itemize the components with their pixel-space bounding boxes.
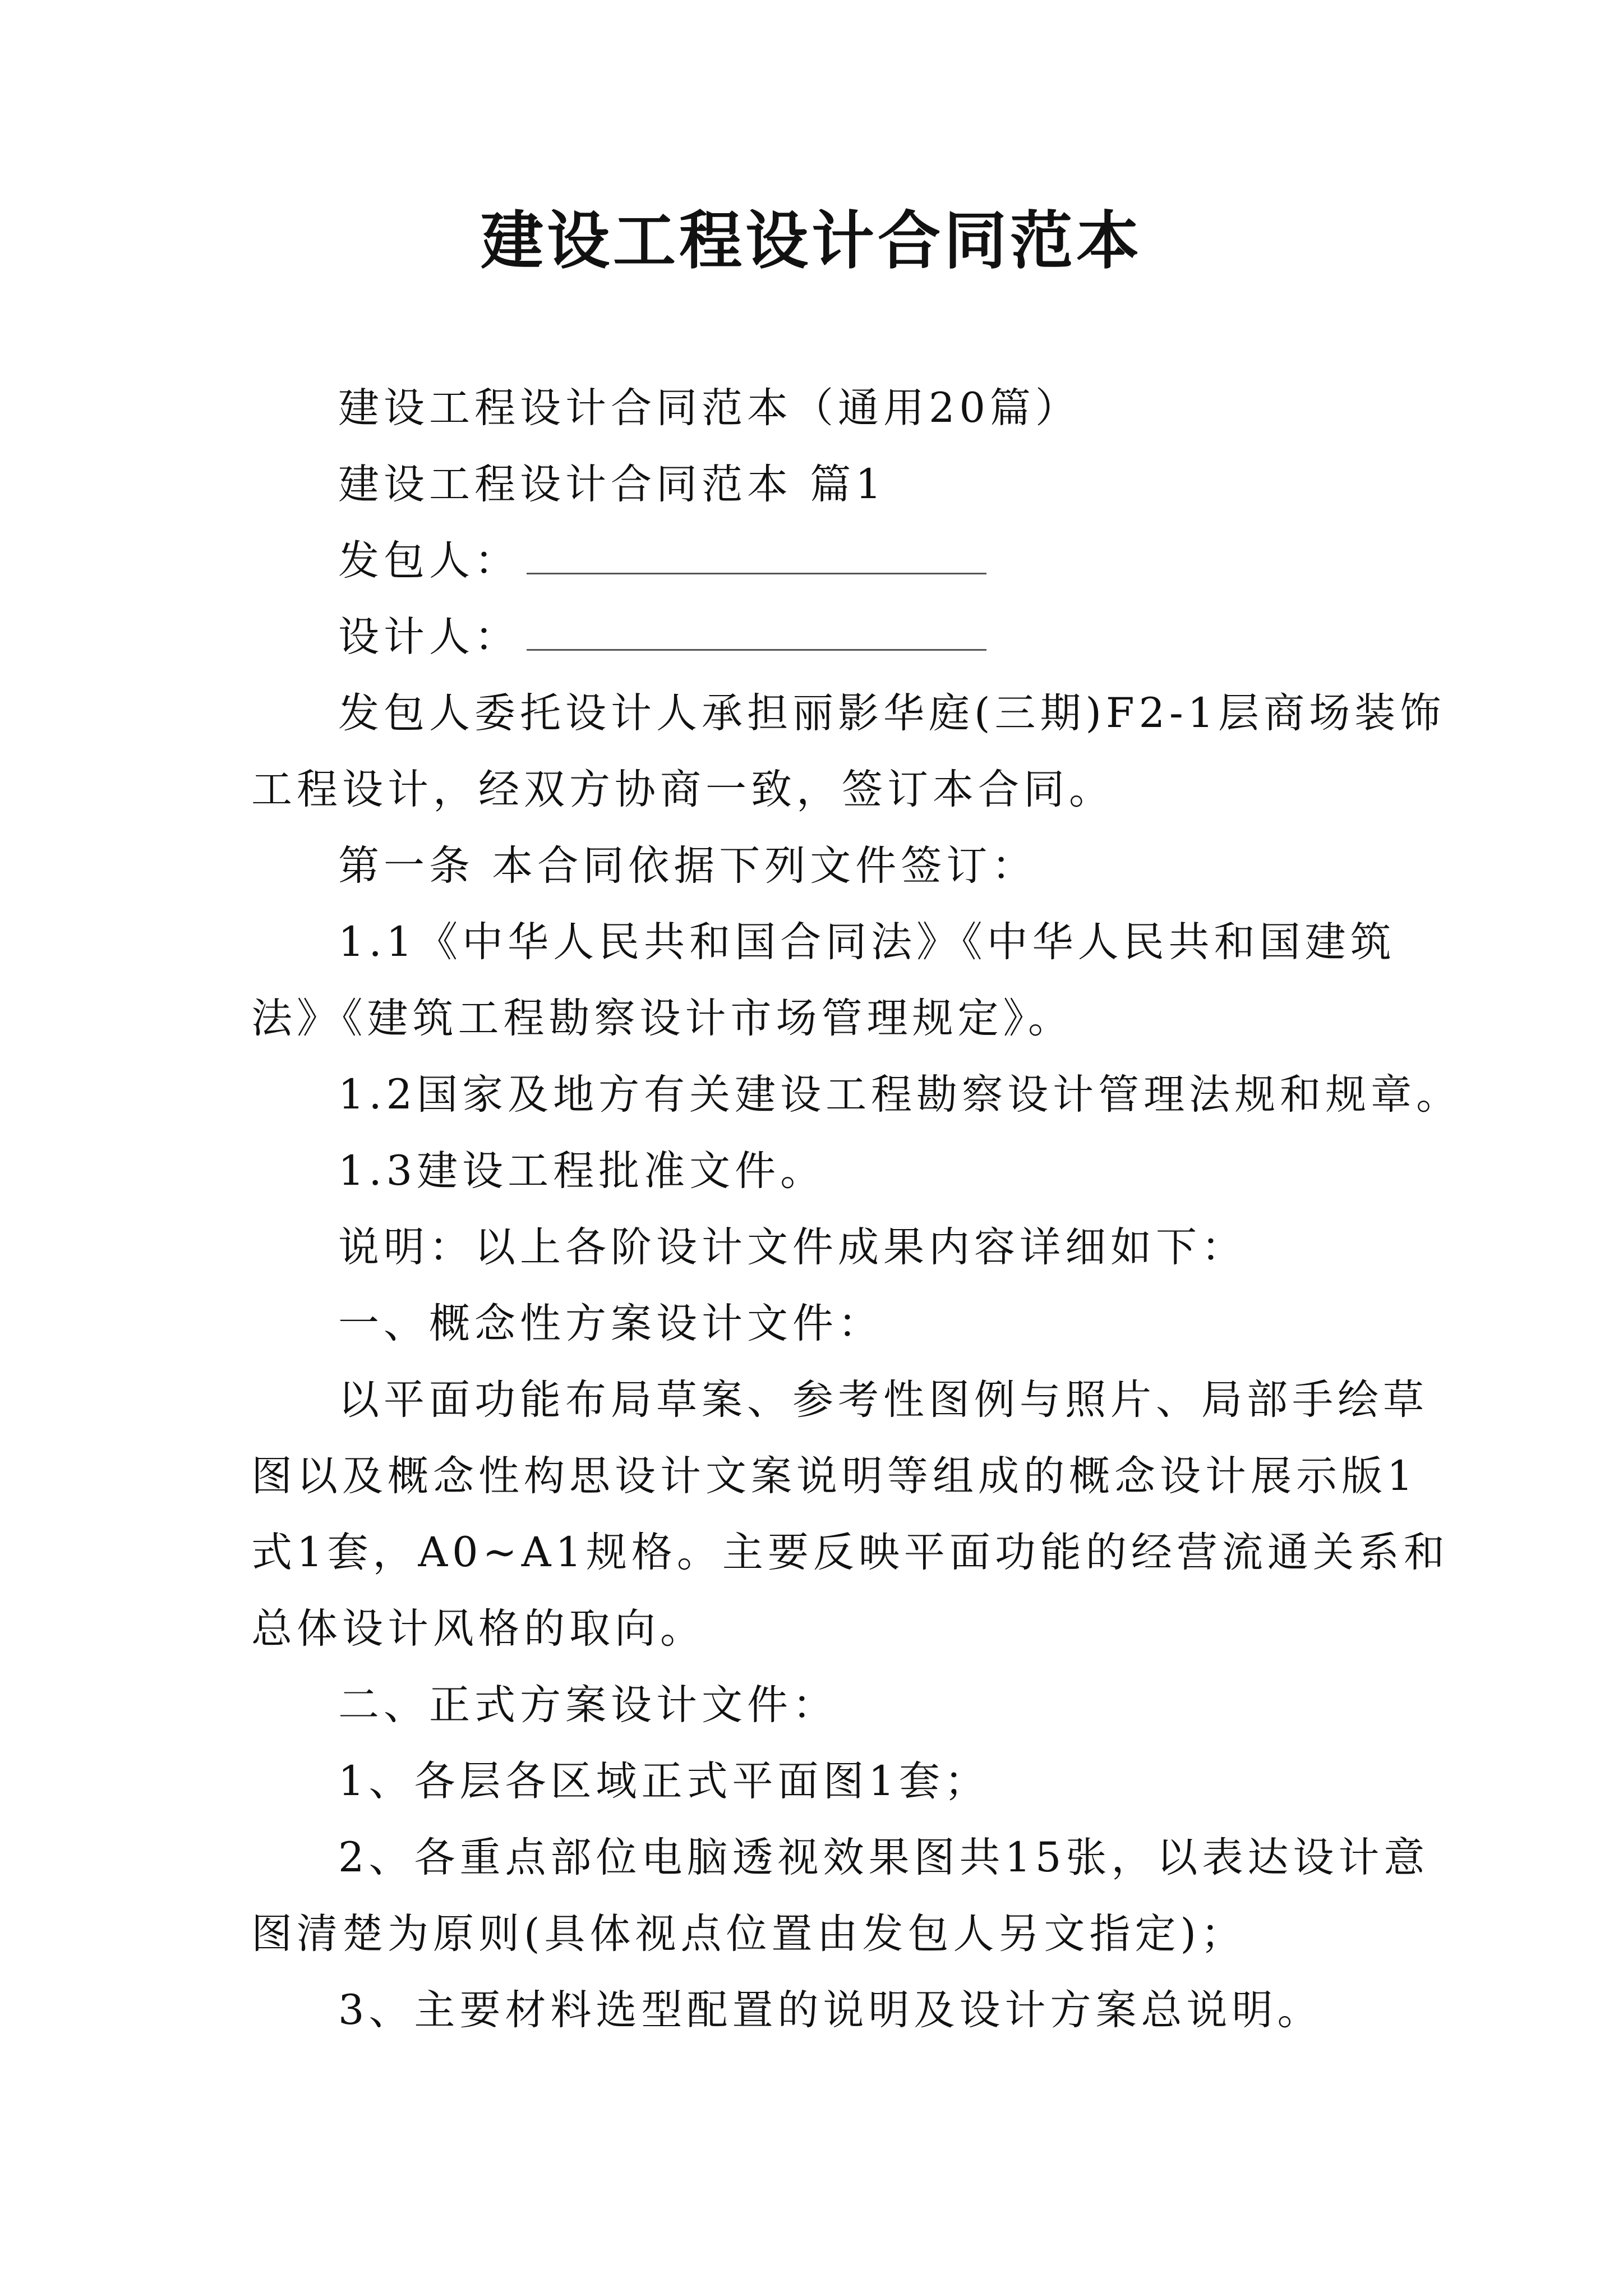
paragraph-line: 法》《建筑工程勘察设计市场管理规定》。 <box>251 995 1073 1042</box>
paragraph-line: 1.3建设工程批准文件。 <box>338 1147 826 1195</box>
paragraph-line: 发包人委托设计人承担丽影华庭(三期)F2-1层商场装饰 <box>338 689 1446 737</box>
list-item: 3、主要材料选型配置的说明及设计方案总说明。 <box>338 1986 1323 2034</box>
paragraph-line: 工程设计，经双方协商一致，签订本合同。 <box>251 766 1114 813</box>
doc-subtitle: 建设工程设计合同范本（通用20篇） <box>338 384 1081 432</box>
employer-blank-line <box>527 537 986 574</box>
list-item: 1、各层各区域正式平面图1套； <box>338 1757 990 1805</box>
article-heading: 第一条 本合同依据下列文件签订： <box>338 842 1038 890</box>
employer-field <box>251 523 1384 599</box>
paragraph-line: 说明：以上各阶设计文件成果内容详细如下： <box>338 1223 1247 1271</box>
employer-label: 发包人： <box>338 537 520 585</box>
designer-field <box>251 599 1384 675</box>
paragraph-line: 式1套，A0~A1规格。主要反映平面功能的经营流通关系和 <box>251 1529 1449 1576</box>
paragraph-line: 1.2国家及地方有关建设工程勘察设计管理法规和规章。 <box>338 1071 1462 1119</box>
designer-label: 设计人： <box>338 613 520 661</box>
section-heading: 建设工程设计合同范本 篇1 <box>338 461 886 508</box>
paragraph-line: 以平面功能布局草案、参考性图例与照片、局部手绘草 <box>338 1376 1428 1424</box>
paragraph-line: 1.1《中华人民共和国合同法》《中华人民共和国建筑 <box>338 918 1396 966</box>
paragraph-line: 总体设计风格的取向。 <box>251 1605 706 1653</box>
paragraph-line: 图以及概念性构思设计文案说明等组成的概念设计展示版1 <box>251 1452 1418 1500</box>
subsection-heading: 一、概念性方案设计文件： <box>338 1300 883 1347</box>
designer-blank-line <box>527 613 986 651</box>
list-item: 2、各重点部位电脑透视效果图共15张，以表达设计意 <box>338 1834 1430 1881</box>
document-body <box>251 370 1462 2049</box>
document-title: 建设工程设计合同范本 <box>481 204 1142 278</box>
list-item-continuation: 图清楚为原则(具体视点位置由发包人另文指定)； <box>251 1910 1246 1958</box>
subsection-heading: 二、正式方案设计文件： <box>338 1681 838 1729</box>
